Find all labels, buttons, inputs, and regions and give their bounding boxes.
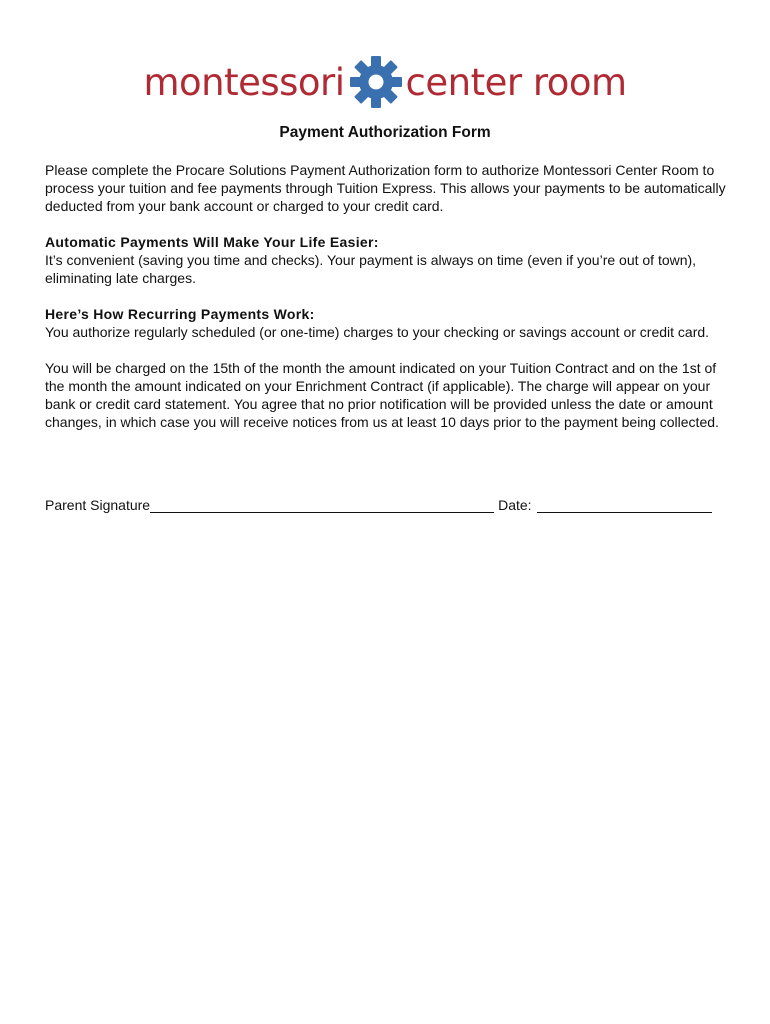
section-recurring-body: You authorize regularly scheduled (or one-time) charges to your checking or savings account or credit card. bbox=[45, 324, 710, 340]
form-body bbox=[45, 161, 735, 449]
date-field[interactable] bbox=[537, 498, 712, 513]
intro-paragraph: Please complete the Procare Solutions Payment Authorization form to authorize Montessori Center Room to process your tuition and fee payments through Tuition Express. This allows your payments to be automatically deducted from your bank account or charged to your credit card. bbox=[45, 162, 726, 214]
page-title: Payment Authorization Form bbox=[279, 124, 491, 141]
details-paragraph: You will be charged on the 15th of the month the amount indicated on your Tuition Contract and on the 1st of the month the amount indicated on your Enrichment Contract (if applicable). The charge will appear on your bank or credit card statement. You agree that no prior notification will be provided unless the date or amount changes, in which case you will receive notices from us at least 10 days prior to the payment being collected. bbox=[45, 360, 719, 430]
section-easier bbox=[45, 233, 735, 287]
signature-row bbox=[45, 497, 725, 513]
parent-signature-field[interactable] bbox=[150, 498, 494, 513]
section-recurring-heading: Here’s How Recurring Payments Work: bbox=[45, 306, 315, 322]
section-easier-body: It’s convenient (saving you time and checks). Your payment is always on time (even if you’re out of town), eliminating late charges. bbox=[45, 252, 697, 286]
section-recurring bbox=[45, 305, 735, 341]
parent-signature-label: Parent Signature bbox=[45, 497, 151, 513]
logo-text-left: montessori bbox=[143, 60, 345, 104]
date-label: Date: bbox=[498, 497, 532, 513]
logo-text-right: center room bbox=[405, 60, 627, 104]
logo bbox=[0, 52, 770, 112]
gear-icon bbox=[349, 55, 403, 109]
section-easier-heading: Automatic Payments Will Make Your Life Easier: bbox=[45, 234, 379, 250]
